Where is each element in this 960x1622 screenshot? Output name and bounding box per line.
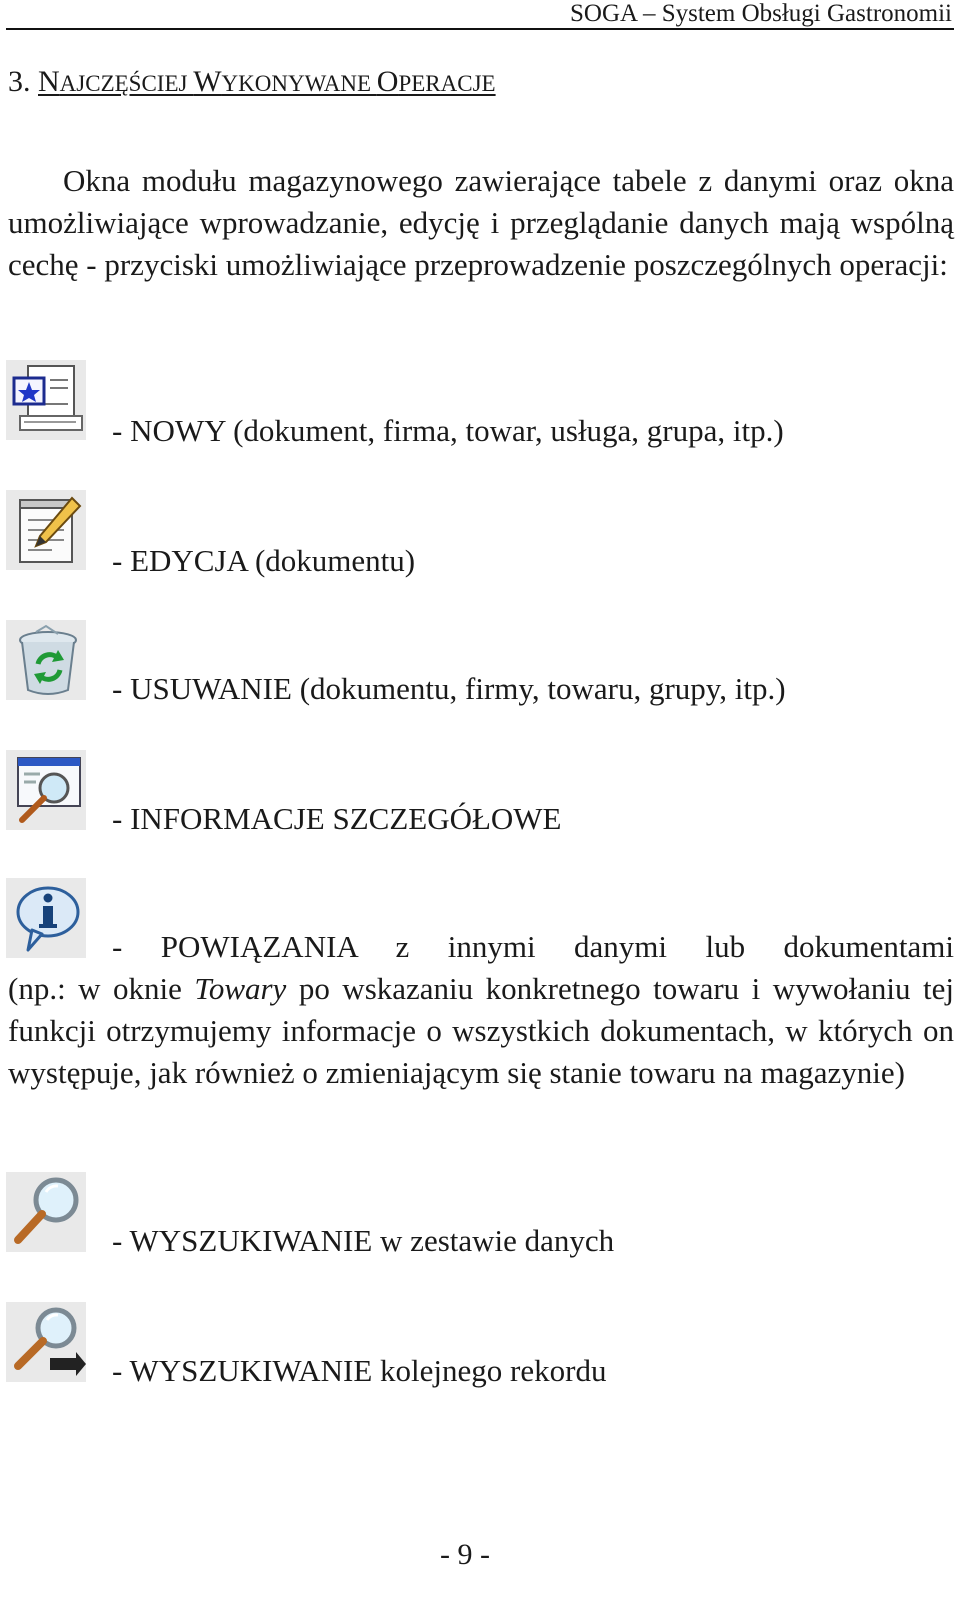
operation-delete: - USUWANIE (dokumentu, firmy, towaru, grupy, itp.) (112, 671, 786, 706)
page-number: - 9 - (440, 1538, 490, 1571)
section-heading (8, 62, 496, 104)
info-balloon-icon (6, 878, 86, 958)
operation-search: - WYSZUKIWANIE w zestawie danych (112, 1223, 615, 1258)
new-document-icon (6, 360, 86, 440)
recycle-bin-icon (6, 620, 86, 700)
details-magnifier-icon (6, 750, 86, 830)
header-rule (6, 28, 954, 30)
operation-details: - INFORMACJE SZCZEGÓŁOWE (112, 801, 562, 836)
operation-new: - NOWY (dokument, firma, towar, usługa, grupa, itp.) (112, 413, 784, 448)
search-next-icon (6, 1302, 86, 1382)
window-name-towary: Towary (194, 971, 287, 1006)
operation-relations-description: (np.: w oknie Towary po wskazaniu konkretnego towaru i wywołaniu tej funkcji otrzymujemy informacje o wszystkich dokumentach, w których on występuje, jak również o zmieniającym się stanie towaru na magazynie) (8, 971, 954, 1090)
intro-paragraph: Okna modułu magazynowego zawierające tabele z danymi oraz okna umożliwiające wprowadzanie, edycję i przeglądanie danych mają wspólną cechę - przyciski umożliwiające przeprowadzenie poszczególnych operacji: (8, 163, 954, 282)
section-number: 3. (8, 65, 31, 98)
search-icon (6, 1172, 86, 1252)
operation-relations: - POWIĄZANIA z innymi danymi lub dokumentami (112, 929, 954, 964)
operation-search-next: - WYSZUKIWANIE kolejnego rekordu (112, 1353, 607, 1388)
running-header-title: SOGA – System Obsługi Gastronomii (570, 0, 952, 27)
section-title: NAJCZĘŚCIEJ WYKONYWANE OPERACJE (38, 65, 496, 98)
edit-document-icon (6, 490, 86, 570)
operation-edit: - EDYCJA (dokumentu) (112, 543, 416, 578)
